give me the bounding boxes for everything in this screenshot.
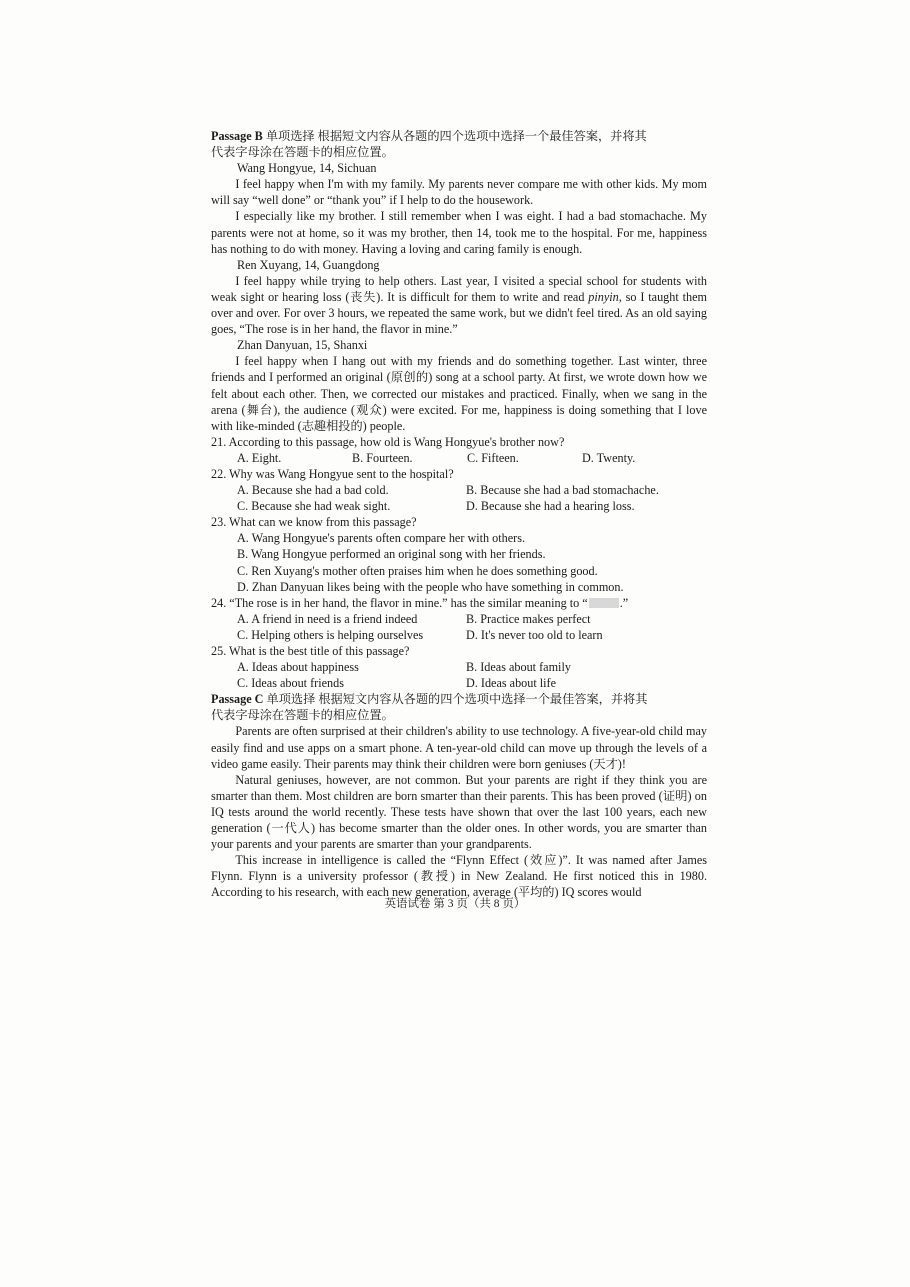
question-22: 22. Why was Wang Hongyue sent to the hospital?: [211, 466, 454, 481]
question-23: 23. What can we know from this passage?: [211, 515, 417, 530]
question-22-options-row1: [211, 482, 707, 498]
passage-c-instruction-2: 代表字母涂在答题卡的相应位置。: [211, 708, 394, 723]
option-23-c: C. Ren Xuyang's mother often praises him when he does something good.: [237, 563, 598, 578]
option-23-b: B. Wang Hongyue performed an original song with her friends.: [237, 547, 546, 562]
author-zhan: Zhan Danyuan, 15, Shanxi: [237, 338, 368, 353]
question-24: [211, 595, 707, 611]
question-25: 25. What is the best title of this passage?: [211, 644, 410, 658]
pinyin-word: pinyin: [588, 289, 619, 304]
passage-b-heading: [211, 128, 707, 144]
option-22-d: D. Because she had a hearing loss.: [466, 499, 635, 514]
question-21: 21. According to this passage, how old is Wang Hongyue's brother now?: [211, 434, 565, 449]
question-24-text: 24. “The rose is in her hand, the flavor in mine.” has the similar meaning to “: [211, 595, 588, 610]
paragraph-c-3: This increase in intelligence is called the “Flynn Effect (效应)”. It was named after James Flynn. Flynn is a university professor (教授) in New Zealand. He first noticed this in 1980. According to his research, with each new generation, average (平均的) IQ scores would: [211, 853, 707, 900]
question-25-options-row2: [211, 675, 707, 691]
paragraph-ren-pre: I feel happy while trying to help others. Last year, I visited a special school for students with weak sight or hearing loss (丧失). It is difficult for them to write and read: [211, 273, 707, 304]
paragraph-c-2: Natural geniuses, however, are not common. But your parents are right if they think you are smarter than them. Most children are born smarter than their parents. This has been proved (证明) on IQ tests around the world recently. These tests have shown that over the last 100 years, each new generation (一代人) has become smarter than the older ones. In other words, you are smarter than your parents and your parents are smarter than your grandparents.: [211, 772, 707, 852]
paragraph-c-1: Parents are often surprised at their children's ability to use technology. A five-year-old child may easily find and use apps on a smart phone. A ten-year-old child can move up through the levels of a video game easily. Their parents may think their children were born geniuses (天才)!: [211, 724, 707, 771]
author-wang: Wang Hongyue, 14, Sichuan: [237, 161, 377, 176]
question-25-options-row1: [211, 659, 707, 675]
option-23-a: A. Wang Hongyue's parents often compare her with others.: [237, 531, 525, 546]
paragraph-zhan: I feel happy when I hang out with my friends and do something together. Last winter, three friends and I performed an original (原创的) song at a school party. At first, we wrote down how we felt about each other. Then, we corrected our mistakes and practiced. Finally, when we sang in the arena (舞台), the audience (观众) were excited. For me, happiness is doing something that I love with like-minded (志趣相投的) people.: [211, 354, 707, 433]
question-24-end: .”: [619, 595, 629, 610]
option-24-b: B. Practice makes perfect: [466, 611, 591, 626]
option-25-b: B. Ideas about family: [466, 660, 571, 675]
page-content: [211, 128, 707, 901]
paragraph-wang-2: I especially like my brother. I still remember when I was eight. I had a bad stomachache. My parents were not at home, so it was my brother, then 14, took me to the hospital. For me, happiness has nothing to do with money. Having a loving and caring family is enough.: [211, 209, 707, 256]
passage-b-instruction-2: 代表字母涂在答题卡的相应位置。: [211, 145, 394, 160]
passage-b-instruction: 单项选择 根据短文内容从各题的四个选项中选择一个最佳答案，并将其: [262, 129, 647, 143]
passage-b-label: Passage B: [211, 129, 263, 143]
option-21-d: D. Twenty.: [582, 450, 636, 465]
passage-c-instruction: 单项选择 根据短文内容从各题的四个选项中选择一个最佳答案，并将其: [263, 692, 648, 707]
option-25-c: C. Ideas about friends: [237, 676, 344, 691]
option-22-b: B. Because she had a bad stomachache.: [466, 483, 659, 498]
author-ren: Ren Xuyang, 14, Guangdong: [237, 257, 380, 272]
option-25-d: D. Ideas about life: [466, 676, 557, 691]
option-23-d: D. Zhan Danyuan likes being with the people who have something in common.: [237, 579, 624, 594]
option-24-c: C. Helping others is helping ourselves: [237, 627, 424, 642]
option-21-a: A. Eight.: [237, 450, 282, 465]
option-25-a: A. Ideas about happiness: [237, 660, 359, 675]
passage-c-label: Passage C: [211, 692, 264, 707]
paragraph-ren-post: , so I taught them over and over. For over 3 hours, we repeated the same work, but we didn't feel tired. As an old saying goes, “The rose is in her hand, the flavor in mine.”: [211, 289, 707, 337]
question-24-options-row2: [211, 627, 707, 643]
question-21-options: [211, 450, 707, 466]
paragraph-wang-1: I feel happy when I'm with my family. My parents never compare me with other kids. My mom will say “well done” or “thank you” if I help to do the housework.: [211, 177, 707, 208]
question-24-options-row1: [211, 611, 707, 627]
option-22-a: A. Because she had a bad cold.: [237, 483, 389, 498]
option-21-c: C. Fifteen.: [467, 450, 519, 465]
answer-blank: [589, 598, 619, 608]
option-22-c: C. Because she had weak sight.: [237, 499, 391, 514]
question-22-options-row2: [211, 498, 707, 514]
option-24-a: A. A friend in need is a friend indeed: [237, 611, 418, 626]
passage-c-heading: [211, 691, 707, 707]
page-footer: 英语试卷 第 3 页（共 8 页）: [384, 898, 526, 910]
option-24-d: D. It's never too old to learn: [466, 627, 603, 642]
paragraph-ren: [211, 273, 707, 337]
option-21-b: B. Fourteen.: [352, 450, 413, 465]
